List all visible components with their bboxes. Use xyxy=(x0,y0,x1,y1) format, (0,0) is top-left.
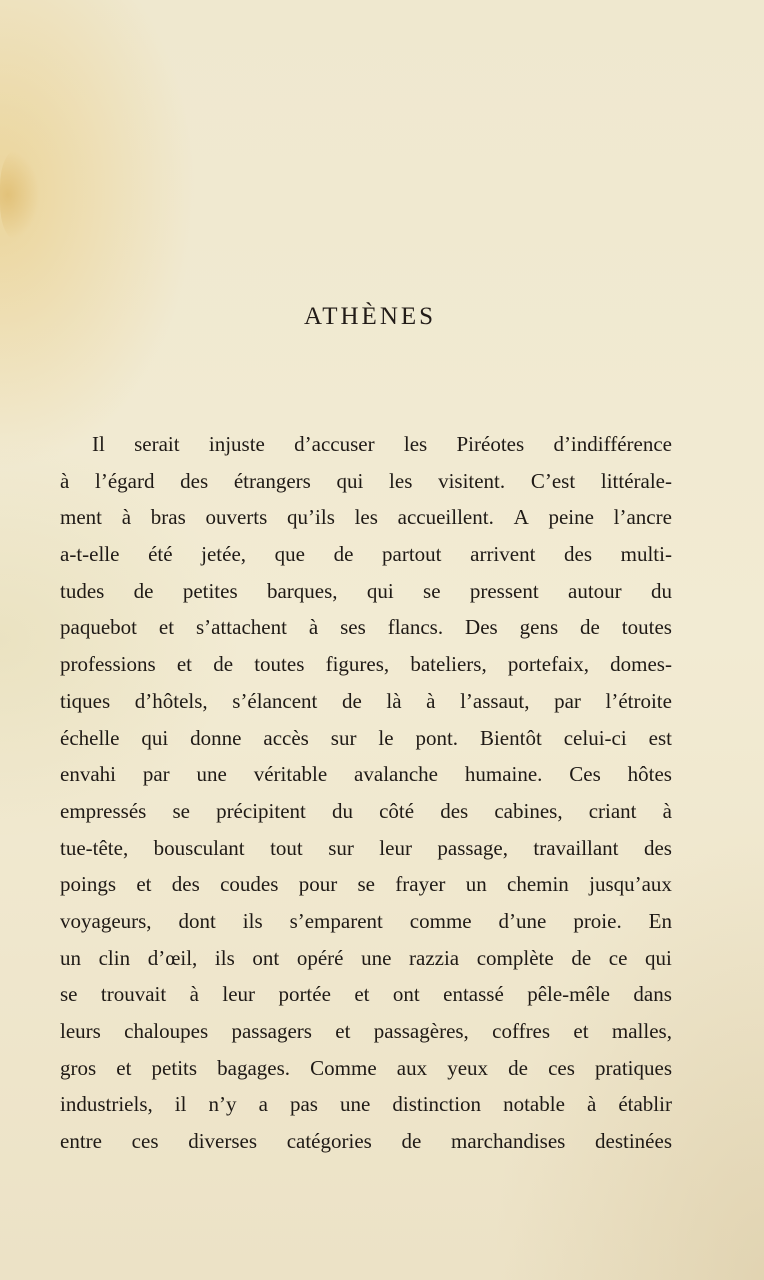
text-line: poings et des coudes pour se frayer un chemin jusqu’aux xyxy=(60,872,672,897)
text-line: industriels, il n’y a pas une distinction notable à établir xyxy=(60,1092,672,1117)
paper-stain xyxy=(0,150,40,240)
chapter-title: ATHÈNES xyxy=(303,302,437,330)
text-line: échelle qui donne accès sur le pont. Bientôt celui-ci est xyxy=(60,725,672,750)
text-line: un clin d’œil, ils ont opéré une razzia complète de ce qui xyxy=(60,945,672,970)
text-line: paquebot et s’attachent à ses flancs. Des gens de toutes xyxy=(60,615,672,640)
text-line: tue-tête, bousculant tout sur leur passage, travaillant des xyxy=(60,835,672,860)
text-line: entre ces diverses catégories de marchandises destinées xyxy=(60,1129,672,1154)
text-line: à l’égard des étrangers qui les visitent. C’est littérale- xyxy=(60,468,672,493)
text-line: professions et de toutes figures, bateliers, portefaix, domes- xyxy=(60,652,672,677)
text-line: voyageurs, dont ils s’emparent comme d’une proie. En xyxy=(60,908,672,933)
text-line: gros et petits bagages. Comme aux yeux de ces pratiques xyxy=(60,1055,672,1080)
text-line: tiques d’hôtels, s’élancent de là à l’assaut, par l’étroite xyxy=(60,688,672,713)
text-line: Il serait injuste d’accuser les Piréotes d’indifférence xyxy=(92,432,672,456)
text-line: se trouvait à leur portée et ont entassé pêle-mêle dans xyxy=(60,982,672,1007)
text-line: empressés se précipitent du côté des cabines, criant à xyxy=(60,798,672,823)
text-line: tudes de petites barques, qui se pressent autour du xyxy=(60,578,672,603)
text-line: ment à bras ouverts qu’ils les accueillent. A peine l’ancre xyxy=(60,505,672,530)
text-line: envahi par une véritable avalanche humaine. Ces hôtes xyxy=(60,762,672,787)
body-text xyxy=(60,426,672,1160)
text-line: a-t-elle été jetée, que de partout arrivent des multi- xyxy=(60,542,672,567)
text-line: leurs chaloupes passagers et passagères, coffres et malles, xyxy=(60,1019,672,1043)
